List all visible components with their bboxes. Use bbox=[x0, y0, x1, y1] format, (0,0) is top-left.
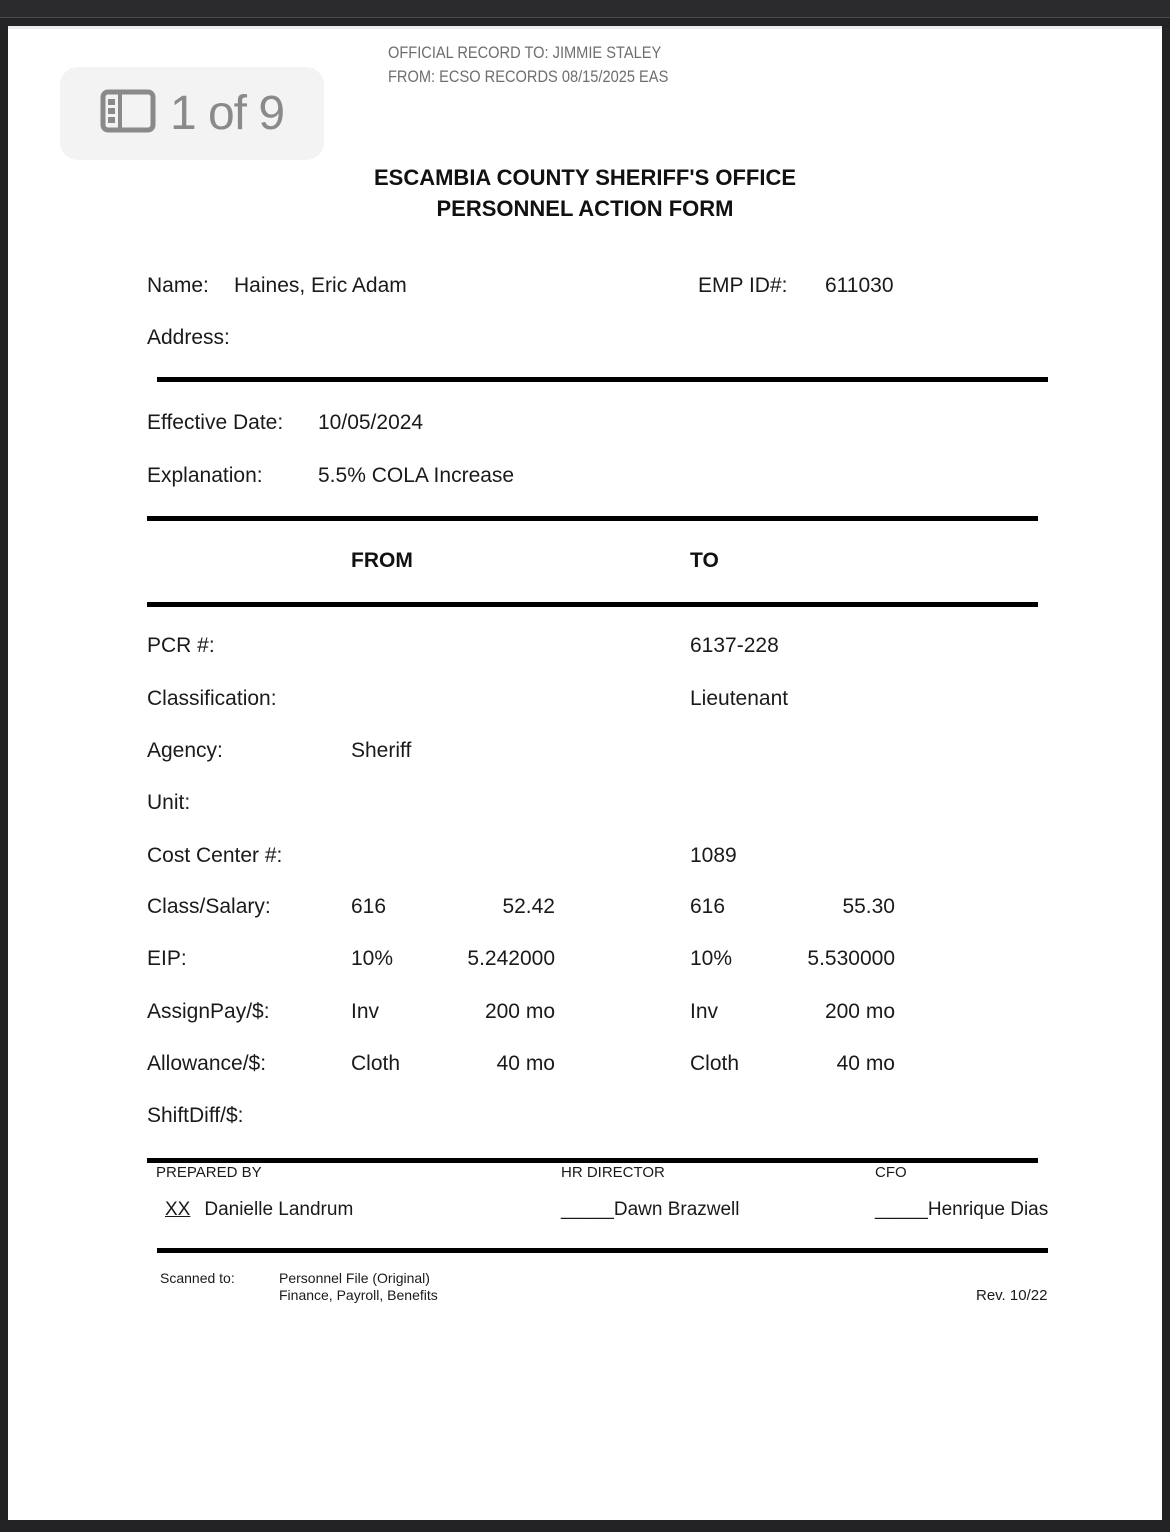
to-amount: 200 mo bbox=[824, 1000, 895, 1023]
to-value: 616 bbox=[690, 895, 726, 918]
to-column-header: TO bbox=[690, 549, 719, 572]
document-page bbox=[8, 26, 1162, 1520]
revision-label: Rev. 10/22 bbox=[976, 1287, 1048, 1304]
to-amount: 5.530000 bbox=[807, 947, 895, 970]
hr-director-label: HR DIRECTOR bbox=[561, 1164, 665, 1181]
row-label: Class/Salary: bbox=[147, 895, 271, 918]
prepared-by-label: PREPARED BY bbox=[156, 1164, 262, 1181]
cfo-signature bbox=[875, 1199, 1048, 1221]
address-label: Address: bbox=[147, 326, 230, 349]
to-amount: 55.30 bbox=[842, 895, 895, 918]
hr-director-signature bbox=[561, 1199, 740, 1221]
row-label: AssignPay/$: bbox=[147, 1000, 270, 1023]
row-label: EIP: bbox=[147, 947, 187, 970]
prepared-by-mark: XX bbox=[165, 1199, 191, 1220]
effective-date-label: Effective Date: bbox=[147, 411, 284, 434]
document-title-form: PERSONNEL ACTION FORM bbox=[436, 196, 734, 221]
emp-id-value: 611030 bbox=[825, 274, 894, 297]
from-value: 616 bbox=[351, 895, 387, 918]
from-amount: 40 mo bbox=[496, 1052, 555, 1075]
scanned-to-line2: Finance, Payroll, Benefits bbox=[279, 1287, 438, 1303]
row-label: Agency: bbox=[147, 739, 223, 762]
row-label: Unit: bbox=[147, 791, 191, 814]
scanned-to-label: Scanned to: bbox=[160, 1270, 235, 1286]
row-label: ShiftDiff/$: bbox=[147, 1104, 244, 1127]
name-label: Name: bbox=[147, 274, 209, 297]
to-value: 6137-228 bbox=[690, 634, 779, 657]
from-value: 10% bbox=[351, 947, 394, 970]
from-column-header: FROM bbox=[351, 549, 413, 572]
to-amount: 40 mo bbox=[836, 1052, 895, 1075]
page-indicator-text: 1 of 9 bbox=[169, 87, 285, 140]
divider-rule bbox=[157, 377, 1048, 382]
explanation-label: Explanation: bbox=[147, 464, 263, 487]
from-amount: 52.42 bbox=[502, 895, 555, 918]
viewer-top-bar bbox=[0, 0, 1170, 18]
from-value: Inv bbox=[351, 1000, 380, 1023]
page-indicator-badge[interactable] bbox=[60, 67, 324, 160]
row-label: Cost Center #: bbox=[147, 844, 283, 867]
from-value: Sheriff bbox=[351, 739, 412, 762]
prepared-by-signature bbox=[161, 1199, 353, 1221]
sidebar-thumbnails-icon[interactable] bbox=[100, 89, 156, 138]
scanned-to-line1: Personnel File (Original) bbox=[279, 1270, 430, 1286]
from-value: Cloth bbox=[351, 1052, 401, 1075]
row-label: Classification: bbox=[147, 687, 277, 710]
to-value: Cloth bbox=[690, 1052, 740, 1075]
divider-rule bbox=[147, 516, 1038, 521]
record-stamp-line2: FROM: ECSO RECORDS 08/15/2025 EAS bbox=[388, 67, 669, 86]
divider-rule bbox=[147, 1158, 1038, 1163]
to-value: Lieutenant bbox=[690, 687, 789, 710]
to-value: 1089 bbox=[690, 844, 737, 867]
cfo-name: Henrique Dias bbox=[927, 1199, 1049, 1220]
cfo-label: CFO bbox=[875, 1164, 907, 1181]
divider-rule bbox=[147, 602, 1038, 607]
cfo-mark: _____ bbox=[875, 1199, 928, 1220]
prepared-by-name: Danielle Landrum bbox=[204, 1199, 354, 1220]
name-value: Haines, Eric Adam bbox=[234, 274, 407, 297]
row-label: PCR #: bbox=[147, 634, 215, 657]
row-label: Allowance/$: bbox=[147, 1052, 267, 1075]
document-title-agency: ESCAMBIA COUNTY SHERIFF'S OFFICE bbox=[373, 165, 797, 190]
record-stamp-line1: OFFICIAL RECORD TO: JIMMIE STALEY bbox=[388, 43, 662, 62]
explanation-value: 5.5% COLA Increase bbox=[318, 464, 515, 487]
hr-director-mark: _____ bbox=[561, 1199, 614, 1220]
hr-director-name: Dawn Brazwell bbox=[613, 1199, 740, 1220]
to-value: 10% bbox=[690, 947, 733, 970]
from-amount: 5.242000 bbox=[467, 947, 555, 970]
from-amount: 200 mo bbox=[484, 1000, 555, 1023]
divider-rule bbox=[157, 1248, 1048, 1253]
emp-id-label: EMP ID#: bbox=[698, 274, 788, 297]
effective-date-value: 10/05/2024 bbox=[318, 411, 424, 434]
to-value: Inv bbox=[690, 1000, 719, 1023]
